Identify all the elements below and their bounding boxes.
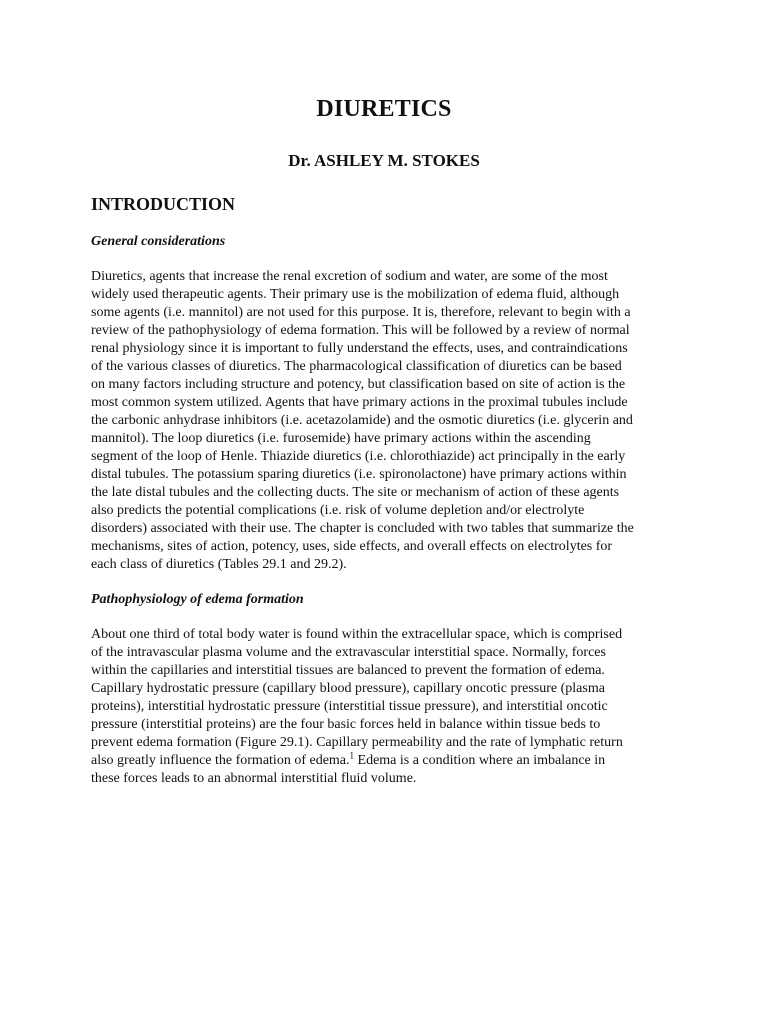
paragraph-line: each class of diuretics (Tables 29.1 and 29.2). [91, 557, 347, 572]
subheading-general-considerations: General considerations [91, 234, 226, 249]
paragraph-line: mechanisms, sites of action, potency, uses, side effects, and overall effects on electrolytes for [91, 539, 613, 554]
paragraph-line: review of the pathophysiology of edema formation. This will be followed by a review of normal [91, 323, 630, 338]
paragraph-line: widely used therapeutic agents. Their primary use is the mobilization of edema fluid, although [91, 287, 620, 302]
paragraph-line: prevent edema formation (Figure 29.1). Capillary permeability and the rate of lymphatic return [91, 735, 623, 750]
paragraph-line: pressure (interstitial proteins) are the four basic forces held in balance within tissue beds to [91, 717, 601, 732]
document-author: Dr. ASHLEY M. STOKES [288, 151, 480, 170]
paragraph-pathophysiology-of-edema [91, 626, 691, 788]
paragraph-line-with-footnote [91, 752, 691, 770]
paragraph-line: Capillary hydrostatic pressure (capillary blood pressure), capillary oncotic pressure (plasma [91, 681, 605, 696]
paragraph-line: of the various classes of diuretics. The pharmacological classification of diuretics can be based [91, 359, 622, 374]
paragraph-line: segment of the loop of Henle. Thiazide diuretics (i.e. chlorothiazide) act principally in the early [91, 449, 626, 464]
paragraph-line: the late distal tubules and the collecting ducts. The site or mechanism of action of these agents [91, 485, 620, 500]
paragraph-line: the carbonic anhydrase inhibitors (i.e. acetazolamide) and the osmotic diuretics (i.e. glycerin and [91, 413, 633, 428]
document-title: DIURETICS [316, 96, 452, 122]
line-text: Edema is a condition where an imbalance in [354, 753, 606, 768]
paragraph-line: of the intravascular plasma volume and the extravascular interstitial space. Normally, forces [91, 645, 606, 660]
paragraph-line: About one third of total body water is found within the extracellular space, which is comprised [91, 627, 623, 642]
paragraph-general-considerations [91, 268, 691, 574]
line-text: also greatly influence the formation of edema. [91, 753, 350, 768]
paragraph-line: some agents (i.e. mannitol) are not used for this purpose. It is, therefore, relevant to begin with a [91, 305, 631, 320]
paragraph-line: Diuretics, agents that increase the renal excretion of sodium and water, are some of the most [91, 269, 608, 284]
paragraph-line: within the capillaries and interstitial tissues are balanced to prevent the formation of edema. [91, 663, 605, 678]
paragraph-line: mannitol). The loop diuretics (i.e. furosemide) have primary actions within the ascending [91, 431, 591, 446]
paragraph-line: renal physiology since it is important to fully understand the effects, uses, and contraindications [91, 341, 628, 356]
footnote-reference[interactable]: 1 [349, 750, 355, 761]
paragraph-line: on many factors including structure and potency, but classification based on site of action is the [91, 377, 626, 392]
paragraph-line: also predicts the potential complications (i.e. risk of volume depletion and/or electrolyte [91, 503, 585, 518]
paragraph-line: disorders) associated with their use. The chapter is concluded with two tables that summarize the [91, 521, 634, 536]
paragraph-line: these forces leads to an abnormal interstitial fluid volume. [91, 771, 417, 786]
paragraph-line: proteins), interstitial hydrostatic pressure (interstitial tissue pressure), and interstitial oncotic [91, 699, 608, 714]
subheading-pathophysiology-of-edema: Pathophysiology of edema formation [91, 592, 304, 607]
section-heading-introduction: INTRODUCTION [91, 194, 236, 214]
paragraph-line: most common system utilized. Agents that have primary actions in the proximal tubules include [91, 395, 628, 410]
paragraph-line: distal tubules. The potassium sparing diuretics (i.e. spironolactone) have primary actions within [91, 467, 627, 482]
